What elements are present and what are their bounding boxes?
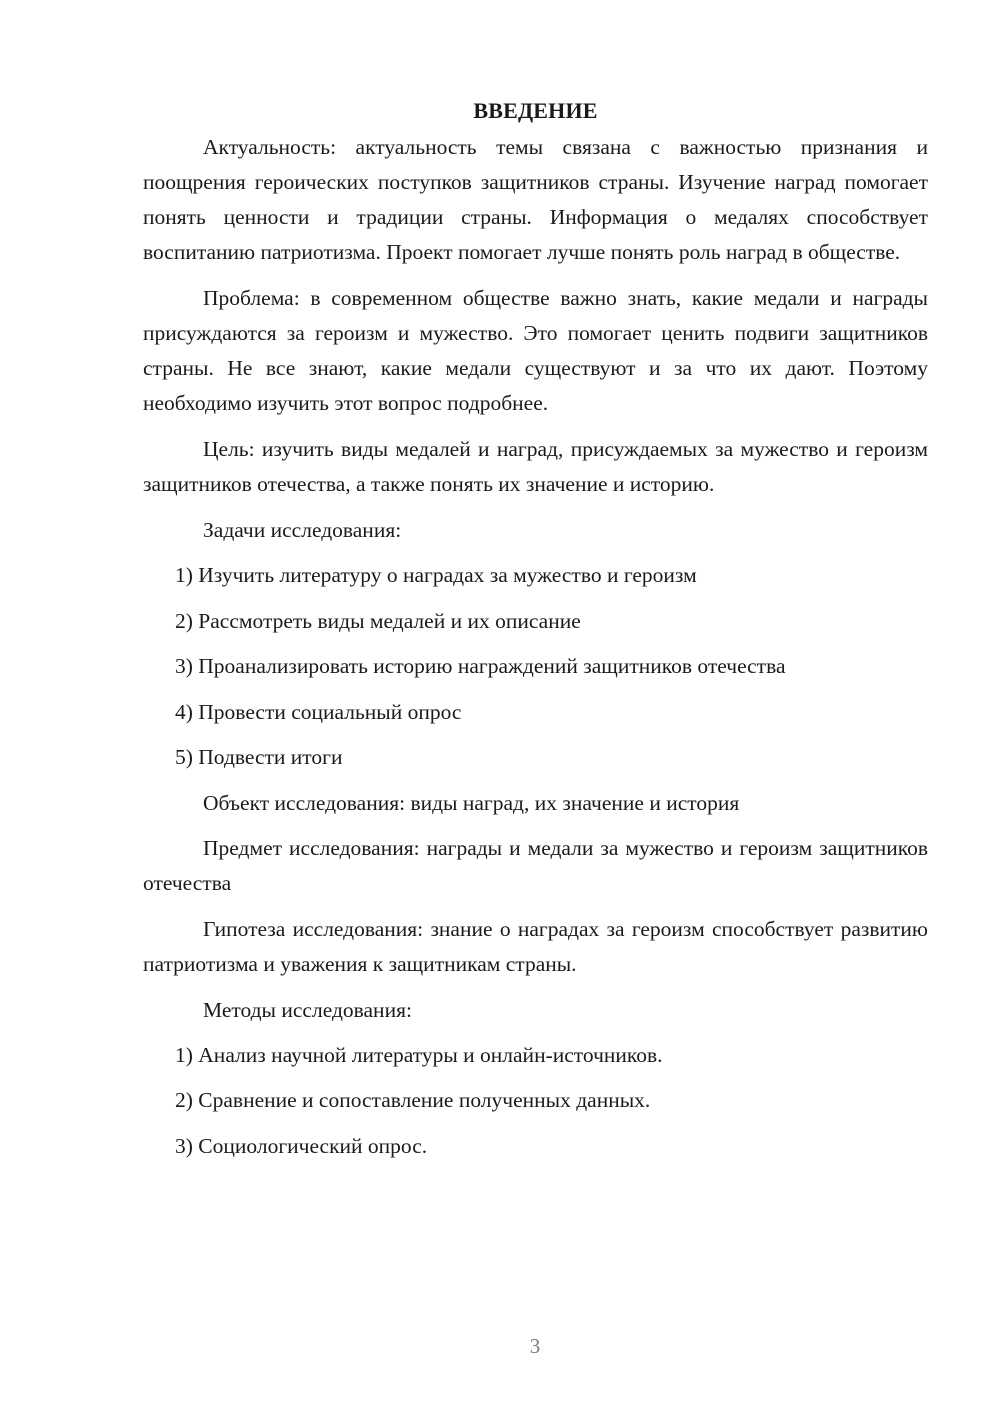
list-item: 2) Сравнение и сопоставление полученных данных.: [175, 1088, 651, 1112]
subject-paragraph: Предмет исследования: награды и медали за мужество и героизм защитников отечества: [143, 835, 928, 895]
list-item: 1) Анализ научной литературы и онлайн-источников.: [175, 1042, 663, 1067]
list-item: 3) Социологический опрос.: [175, 1133, 428, 1158]
document-page: [143, 92, 928, 1174]
hypothesis-paragraph: Гипотеза исследования: знание о наградах за героизм способствует развитию патриотизма и уважения к защитникам страны.: [143, 916, 928, 976]
problem-paragraph: Проблема: в современном обществе важно знать, какие медали и награды присуждаются за героизм и мужество. Это помогает ценить подвиги защитников страны. Не все знают, какие медали существуют и за что их дают. Поэтому необходимо изучить этот вопрос подробнее.: [143, 286, 928, 415]
list-item: 5) Подвести итоги: [175, 745, 343, 769]
list-item: 3) Проанализировать историю награждений защитников отечества: [175, 654, 786, 678]
relevance-paragraph: Актуальность: актуальность темы связана с важностью признания и поощрения героических поступков защитников страны. Изучение наград помогает понять ценности и традиции страны. Информация о медалях способствует воспитанию патриотизма. Проект помогает лучше понять роль наград в обществе.: [143, 135, 928, 264]
object-line: Объект исследования: виды наград, их значение и история: [203, 790, 740, 815]
tasks-list: [143, 558, 928, 775]
tasks-heading: Задачи исследования:: [203, 518, 402, 542]
methods-list: [143, 1038, 928, 1164]
list-item: 1) Изучить литературу о наградах за мужество и героизм: [175, 563, 697, 587]
goal-paragraph: Цель: изучить виды медалей и наград, присуждаемых за мужество и героизм защитников отечества, а также понять их значение и историю.: [143, 437, 928, 496]
list-item: 4) Провести социальный опрос: [175, 699, 462, 724]
page-title: ВВЕДЕНИЕ: [473, 98, 598, 123]
methods-heading: Методы исследования:: [203, 997, 412, 1022]
page-number: 3: [529, 1334, 541, 1358]
list-item: 2) Рассмотреть виды медалей и их описание: [175, 608, 581, 633]
